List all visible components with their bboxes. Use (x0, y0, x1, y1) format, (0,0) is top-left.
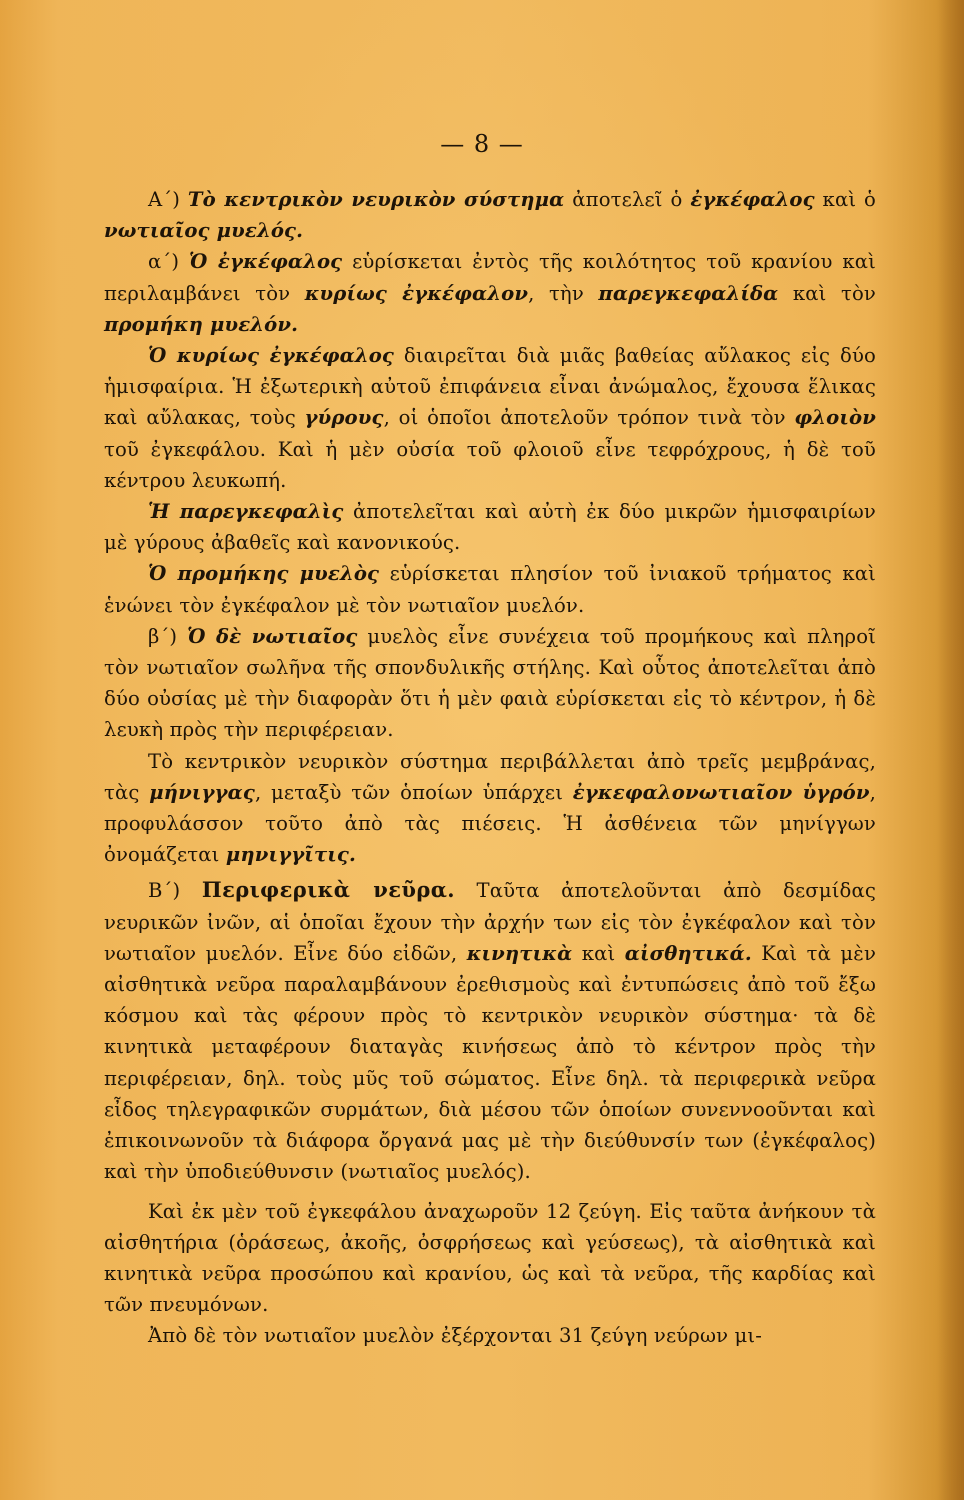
paragraph-central-nervous-system (104, 184, 876, 246)
text-run: καὶ (572, 941, 625, 965)
text-run: εὑρίσκεται πλησίον τοῦ ἰνιακοῦ τρήματος καὶ ἑνώνει τὸν ἐγκέφαλον μὲ τὸν νωτιαῖον μυελόν. (104, 562, 876, 617)
text-run: , προφυλάσσον τοῦτο ἀπὸ τὰς πιέσεις. Ἡ ἀσθένεια τῶν μηνίγγων ὀνομάζεται (104, 780, 876, 867)
paragraph-brain (104, 246, 876, 340)
emphasis: Ὁ κυρίως ἐγκέφαλος (148, 344, 395, 368)
text-run: α΄) (148, 250, 189, 274)
text-run: , μεταξὺ τῶν ὁποίων ὑπάρχει (254, 780, 573, 804)
paragraph-cerebellum (104, 496, 876, 558)
text-run: ἀποτελεῖται καὶ αὐτὴ ἐκ δύο μικρῶν ἡμισφαιρίων μὲ γύρους ἀβαθεῖς καὶ κανονικούς. (104, 500, 876, 555)
body-text (104, 184, 876, 1352)
emphasis: μήνιγγας (149, 780, 255, 804)
emphasis: ἐγκεφαλονωτιαῖον ὑγρόν (572, 780, 870, 804)
paragraph-medulla (104, 558, 876, 620)
emphasis: Ὁ δὲ νωτιαῖος (187, 624, 358, 648)
emphasis: Ἡ παρεγκεφαλὶς (148, 500, 344, 524)
emphasis: κυρίως ἐγκέφαλον (304, 281, 529, 305)
page-number: — 8 — (440, 130, 524, 158)
emphasis: φλοιὸν (794, 406, 876, 430)
paragraph-peripheral-nerves (104, 874, 876, 1187)
text-run: Τὸ κεντρικὸν νευρικὸν σύστημα περιβάλλεται ἀπὸ τρεῖς μεμβράνας, τὰς (104, 749, 876, 804)
page-edge-shadow (938, 0, 964, 1500)
paragraph-cerebrum (104, 340, 876, 496)
emphasis: αἰσθητικά. (624, 941, 752, 965)
text-run: Καὶ τὰ μὲν αἰσθητικὰ νεῦρα παραλαμβάνουν ἐρεθισμοὺς καὶ ἐντυπώσεις ἀπὸ τοῦ ἔξω κόσμου καὶ τὰς φέρουν πρὸς τὸ κεντρικὸν νευρικὸν σύστημα· τὰ δὲ κινητικὰ μεταφέρουν διαταγὰς κινήσεως ἀπὸ τὸ κέντρον πρὸς τὴν περιφέρειαν, δηλ. τοὺς μῦς τοῦ σώματος. Εἶνε δηλ. τὰ περιφερικὰ νεῦρα εἶδος τηλεγραφικῶν συρμάτων, διὰ μέσου τῶν ὁποίων συνεννοοῦνται καὶ ἐπικοινωνοῦν τὰ διάφορα ὄργανά μας μὲ τὴν διεύθυνσίν των (ἐγκέφαλος) καὶ τὴν ὑποδιεύθυνσιν (νωτιαῖος μυελός). (104, 941, 877, 1184)
text-run: Ἀπὸ δὲ τὸν νωτιαῖον μυελὸν ἐξέρχονται 31 ζεύγη νεύρων μι- (148, 1324, 763, 1348)
emphasis: νωτιαῖος μυελός. (104, 219, 304, 243)
text-run: Ταῦτα ἀποτελοῦνται ἀπὸ δεσμίδας νευρικῶν ἰνῶν, αἱ ὁποῖαι ἔχουν τὴν ἀρχήν των εἰς τὸν ἐγκέφαλον καὶ τὸν νωτιαῖον μυελόν. Εἶνε δύο εἰδῶν, (104, 879, 876, 965)
text-run: Β΄) (148, 879, 202, 903)
text-run: ἀποτελεῖ ὁ (564, 188, 691, 211)
emphasis: γύρους (304, 406, 384, 430)
text-run: Α΄) (148, 188, 188, 211)
text-run: καὶ τὸν (778, 281, 876, 305)
text-run: , τὴν (528, 281, 599, 305)
emphasis: κινητικὰ (466, 941, 573, 965)
text-run: β΄) (148, 624, 188, 648)
emphasis: παρεγκεφαλίδα (598, 281, 779, 305)
section-heading: Περιφερικὰ νεῦρα. (201, 877, 455, 903)
emphasis: προμήκη μυελόν. (104, 312, 299, 336)
text-run: τοῦ ἐγκεφάλου. Καὶ ἡ μὲν οὐσία τοῦ φλοιοῦ εἶνε τεφρόχρους, ἡ δὲ τοῦ κέντρου λευκωπή. (104, 437, 876, 492)
emphasis: Ὁ προμήκης μυελὸς (148, 562, 380, 586)
emphasis: Τὸ κεντρικὸν νευρικὸν σύστημα (187, 188, 565, 211)
paragraph-spinal-cord (104, 621, 876, 746)
paragraph-spinal-nerves (104, 1320, 876, 1351)
text-run: Καὶ ἐκ μὲν τοῦ ἐγκεφάλου ἀναχωροῦν 12 ζεύγη. Εἰς ταῦτα ἀνήκουν τὰ αἰσθητήρια (ὁράσεως, ἀκοῆς, ὀσφρήσεως καὶ γεύσεως), τὰ αἰσθητικὰ καὶ κινητικὰ νεῦρα προσώπου καὶ κρανίου, ὡς καὶ τὰ νεῦρα, τῆς καρδίας καὶ τῶν πνευμόνων. (104, 1199, 876, 1317)
paragraph-cranial-nerves (104, 1196, 876, 1321)
text-run: , οἱ ὁποῖοι ἀποτελοῦν τρόπον τινὰ τὸν (383, 406, 795, 430)
paragraph-meninges (104, 746, 876, 871)
emphasis: μηνιγγῖτις. (225, 843, 356, 867)
emphasis: Ὁ ἐγκέφαλος (189, 250, 343, 274)
emphasis: ἐγκέφαλος (690, 188, 815, 211)
text-run: διαιρεῖται διὰ μιᾶς βαθείας αὔλακος εἰς δύο ἡμισφαίρια. Ἡ ἐξωτερικὴ αὐτοῦ ἐπιφάνεια εἶναι ἀνώμαλος, ἔχουσα ἕλικας καὶ αὔλακας, τοὺς (104, 344, 876, 430)
text-run: καὶ ὁ (814, 188, 876, 211)
text-run: εὑρίσκεται ἐντὸς τῆς κοιλότητος τοῦ κρανίου καὶ περιλαμβάνει τὸν (104, 250, 876, 305)
text-run: μυελὸς εἶνε συνέχεια τοῦ προμήκους καὶ πληροῖ τὸν νωτιαῖον σωλῆνα τῆς σπονδυλικῆς στήλης. Καὶ οὗτος ἀποτελεῖται ἀπὸ δύο οὐσίας μὲ τὴν διαφορὰν ὅτι ἡ μὲν φαιὰ εὑρίσκεται εἰς τὸ κέντρον, ἡ δὲ λευκὴ πρὸς τὴν περιφέρειαν. (104, 624, 877, 742)
